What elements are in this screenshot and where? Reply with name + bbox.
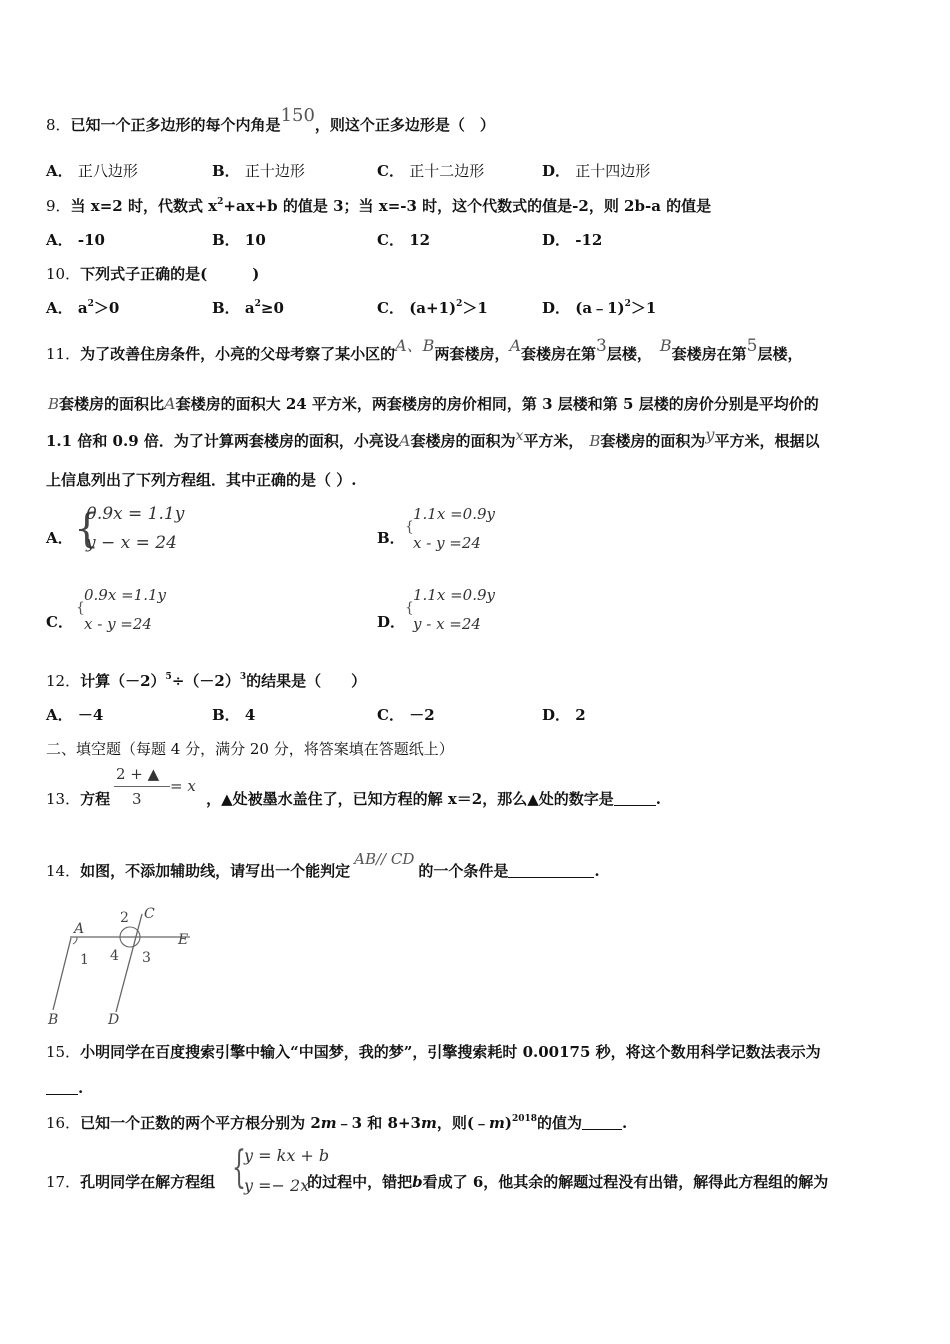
q13-fraction: 2 + ▲ 3 = x <box>116 765 196 808</box>
q11-line1: 11．为了改善住房条件，小亮的父母考察了某小区的A、B两套楼房，A套楼房在第3层楼， B套楼房在第5层楼， <box>46 336 803 363</box>
q11-option-b-system[interactable]: { 1.1x =0.9y x - y =24 <box>405 505 495 552</box>
q9-stem <box>46 196 711 216</box>
brace-icon: { <box>405 519 414 535</box>
line-cd <box>116 914 142 1012</box>
q8-option-d[interactable]: D． 正十四边形 <box>542 162 651 180</box>
brace-icon: { <box>76 600 85 616</box>
q11-line4: 上信息列出了下列方程组．其中正确的是（ ）. <box>46 471 357 489</box>
q10-option-a[interactable]: A． $a^2>0$ <box>46 299 120 317</box>
brace-icon: { <box>232 1142 246 1193</box>
q15-number: 15． <box>46 1043 81 1061</box>
q12-option-d[interactable]: D． 2 <box>542 706 586 724</box>
q11-option-d-key[interactable]: D． <box>377 613 406 631</box>
q9-text-end: +ax+b 的值是 3；当 x=-3 时，这个代数式的值是-2，则 2b-a 的值是 <box>223 197 712 215</box>
q14-answer-blank[interactable] <box>508 877 594 878</box>
q9-option-d[interactable]: D． -12 <box>542 231 603 249</box>
q16-number: 16． <box>46 1114 81 1132</box>
q11-line2: B套楼房的面积比A套楼房的面积大 24 平方米，两套楼房的房价相同，第 3 层楼和第 5 层楼的房价分别是平均价的 <box>48 394 819 413</box>
q14-stem: 14．如图，不添加辅助线，请写出一个能判定AB// CD的一个条件是 . <box>46 850 600 880</box>
q9-option-b[interactable]: B． 10 <box>212 231 266 249</box>
q14-parallel-expr: AB// CD <box>354 850 415 868</box>
label-d: D <box>108 1012 120 1028</box>
q11-var-ab: A、B <box>395 336 435 355</box>
label-4: 4 <box>110 948 119 964</box>
q9-option-c[interactable]: C． 12 <box>377 231 431 249</box>
q12-stem: 12．计算$(-2)^5\div(-2)^3$的结果是（ ） <box>46 672 367 690</box>
q17-system: { y = kx + b y =− 2x <box>232 1142 330 1195</box>
label-c: C <box>144 906 155 922</box>
q10-option-c[interactable]: C． $(a+1)^2>1$ <box>377 299 488 317</box>
q15-answer-blank[interactable] <box>46 1094 78 1095</box>
q8-text-end: ，则这个正多边形是（ ） <box>314 116 495 134</box>
q15-answer-line: . <box>46 1078 83 1098</box>
q11-option-a-key[interactable]: A． <box>46 529 73 547</box>
q13-number: 13． <box>46 790 81 808</box>
q17-stem: 17．孔明同学在解方程组 的过程中，错把b看成了 6，他其余的解题过程没有出错，解得此方程组的解为 <box>46 1173 829 1191</box>
angle-1-arc <box>73 937 77 944</box>
q11-number: 11． <box>46 345 81 363</box>
q9-text: 当 x=2 时，代数式 x <box>70 197 218 215</box>
line-ab <box>53 938 71 1010</box>
q10-text: 下列式子正确的是( ) <box>80 265 260 283</box>
q8-option-a[interactable]: A． 正八边形 <box>46 162 138 180</box>
q8-number: 8． <box>46 116 71 134</box>
q11-line3: 1.1 倍和 0.9 倍．为了计算两套楼房的面积，小亮设A套楼房的面积为x平方米， B套楼房的面积为y平方米，根据以 <box>46 425 820 450</box>
q11-option-a-system[interactable]: { 0.9x = 1.1y y − x = 24 <box>74 502 184 556</box>
q9-number: 9． <box>46 197 71 215</box>
q12-option-b[interactable]: B． 4 <box>212 706 256 724</box>
q16-stem: 16．已知一个正数的两个平方根分别为 2m﹣3 和 8+3m，则(﹣m)$^{2018}$的值为 . <box>46 1114 628 1132</box>
q11-option-d-system[interactable]: { 1.1x =0.9y y - x =24 <box>405 586 495 633</box>
label-3: 3 <box>142 950 151 966</box>
q10-number: 10． <box>46 265 81 283</box>
q11-option-c-system[interactable]: { 0.9x =1.1y x - y =24 <box>76 586 166 633</box>
q8-stem <box>46 105 495 135</box>
label-e: E <box>178 932 189 948</box>
label-b: B <box>48 1012 59 1028</box>
q8-angle: 150 <box>280 105 315 126</box>
label-a: A <box>74 921 85 937</box>
q12-option-a[interactable]: A． －4 <box>46 706 104 724</box>
q12-option-c[interactable]: C． －2 <box>377 706 435 724</box>
q13-stem: 13．方程 ，▲处被墨水盖住了，已知方程的解 x＝2，那么▲处的数字是 . <box>46 790 662 808</box>
q11-option-c-key[interactable]: C． <box>46 613 73 631</box>
q8-option-c[interactable]: C． 正十二边形 <box>377 162 485 180</box>
brace-icon: { <box>74 506 100 552</box>
q15-stem: 15．小明同学在百度搜索引擎中输入“中国梦，我的梦”，引擎搜索耗时 0.00175 秒，将这个数用科学记数法表示为 <box>46 1043 821 1061</box>
q11-option-b-key[interactable]: B． <box>377 529 405 547</box>
q9-exponent: 2 <box>217 197 224 207</box>
section-heading-fill-in: 二、填空题（每题 4 分，满分 20 分，将答案填在答题纸上） <box>46 740 454 758</box>
q14-figure <box>44 900 204 1032</box>
label-2: 2 <box>120 910 129 926</box>
label-1: 1 <box>80 952 89 968</box>
q8-option-b[interactable]: B． 正十边形 <box>212 162 305 180</box>
q12-number: 12． <box>46 672 81 690</box>
brace-icon: { <box>405 600 414 616</box>
q10-stem <box>46 264 259 284</box>
q16-answer-blank[interactable] <box>582 1129 622 1130</box>
q10-option-d[interactable]: D． (a﹣1)$^2$＞1 <box>542 299 657 317</box>
q17-number: 17． <box>46 1173 81 1191</box>
q13-answer-blank[interactable] <box>614 805 656 806</box>
q9-option-a[interactable]: A． -10 <box>46 231 105 249</box>
q10-option-b[interactable]: B． $a^2\ge 0$ <box>212 299 284 317</box>
q14-number: 14． <box>46 862 81 880</box>
q8-text: 已知一个正多边形的每个内角是 <box>70 116 281 134</box>
